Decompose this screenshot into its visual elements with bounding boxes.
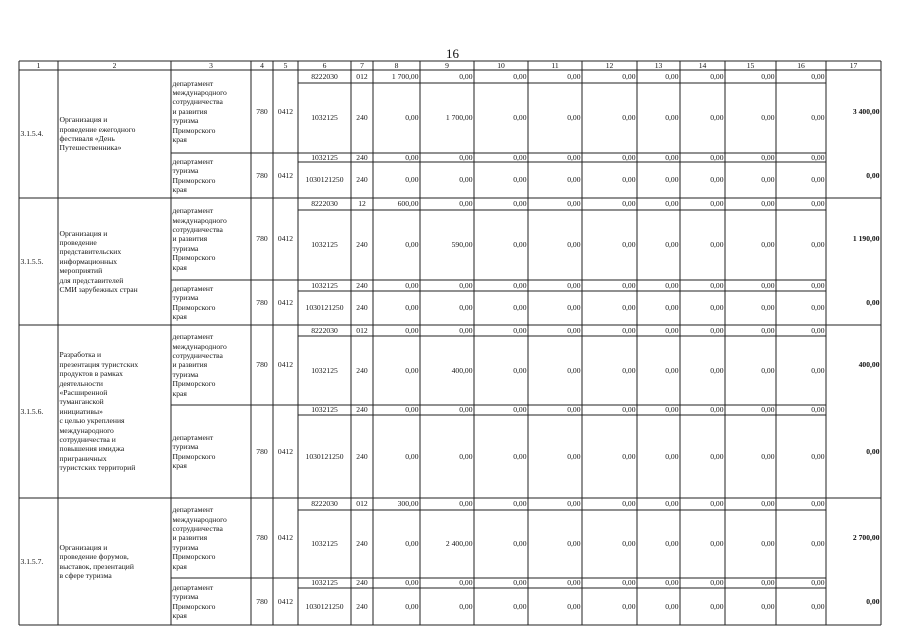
expense-type-code: 240: [356, 240, 368, 250]
amount-cell: 0,00: [761, 175, 775, 185]
amount-cell: 0,00: [665, 325, 679, 335]
amount-cell: 0,00: [710, 499, 724, 509]
amount-cell: 0,00: [405, 240, 419, 250]
section-code: 0412: [277, 596, 294, 606]
amount-cell: 0,00: [567, 199, 581, 209]
expense-type-code: 240: [356, 539, 368, 549]
amount-cell: 0,00: [710, 113, 724, 123]
amount-cell: 0,00: [405, 152, 419, 162]
amount-cell: 0,00: [567, 365, 581, 375]
amount-cell: 0,00: [459, 601, 473, 611]
amount-cell: 0,00: [811, 240, 825, 250]
amount-cell: 0,00: [459, 303, 473, 313]
amount-cell: 0,00: [665, 152, 679, 162]
amount-cell: 0,00: [710, 578, 724, 588]
expense-type-code: 240: [356, 303, 368, 313]
amount-cell: 0,00: [811, 152, 825, 162]
section-code: 0412: [277, 533, 294, 543]
amount-cell: 0,00: [567, 539, 581, 549]
amount-cell: 0,00: [459, 199, 473, 209]
amount-cell: 0,00: [665, 578, 679, 588]
amount-cell: 0,00: [665, 175, 679, 185]
amount-cell: 0,00: [761, 113, 775, 123]
expense-type-code: 240: [356, 451, 368, 461]
item-total-zero: 0,00: [866, 170, 880, 180]
amount-cell: 0,00: [761, 152, 775, 162]
amount-cell: 0,00: [622, 578, 636, 588]
amount-cell: 0,00: [405, 601, 419, 611]
item-total-zero: 0,00: [866, 596, 880, 606]
expense-type-code: 240: [356, 280, 368, 290]
amount-cell: 0,00: [567, 405, 581, 415]
amount-cell: 0,00: [567, 175, 581, 185]
amount-cell: 0,00: [405, 451, 419, 461]
column-number: 6: [322, 60, 327, 70]
column-number: 15: [746, 60, 755, 70]
amount-cell: 0,00: [710, 451, 724, 461]
column-number: 1: [36, 60, 41, 70]
amount-cell: 0,00: [622, 199, 636, 209]
amount-cell: 0,00: [665, 601, 679, 611]
ministry-code: 780: [256, 234, 268, 244]
amount-cell: 0,00: [811, 199, 825, 209]
item-name: Разработка и презентация туристских продуктов в рамках деятельности «Расширенной туманганской инициативы» с целью укрепления международного сотрудничества и повышения имиджа приграничных туристских территорий: [59, 350, 139, 473]
amount-cell: 0,00: [665, 280, 679, 290]
item-total: 2 700,00: [852, 533, 880, 543]
amount-cell: 1 700,00: [445, 113, 473, 123]
ministry-code: 780: [256, 106, 268, 116]
amount-cell: 0,00: [761, 365, 775, 375]
target-article-code: 1030121250: [305, 175, 344, 185]
column-number: 4: [260, 60, 264, 70]
amount-cell: 0,00: [567, 303, 581, 313]
amount-cell: 0,00: [405, 365, 419, 375]
expense-type-code: 240: [356, 175, 368, 185]
target-article-code: 1032125: [311, 113, 338, 123]
department-name: департамент туризма Приморского края: [172, 432, 216, 470]
amount-cell: 0,00: [710, 280, 724, 290]
amount-cell: 0,00: [622, 365, 636, 375]
amount-cell: 0,00: [761, 71, 775, 81]
column-number: 9: [445, 60, 449, 70]
amount-cell: 0,00: [710, 152, 724, 162]
amount-cell: 0,00: [513, 280, 527, 290]
amount-cell: 0,00: [811, 539, 825, 549]
page-number: 16: [446, 46, 459, 61]
item-code: 3.1.5.7.: [20, 556, 44, 566]
amount-cell: 0,00: [622, 601, 636, 611]
amount-cell: 0,00: [513, 303, 527, 313]
amount-cell: 0,00: [710, 601, 724, 611]
amount-cell: 0,00: [811, 325, 825, 335]
target-article-code: 8222030: [311, 199, 338, 209]
ministry-code: 780: [256, 596, 268, 606]
section-code: 0412: [277, 106, 294, 116]
department-name: департамент международного сотрудничества и развития туризма Приморского края: [172, 206, 227, 272]
item-name: Организация и проведение ежегодного фестиваля «День Путешественника»: [59, 115, 136, 153]
ministry-code: 780: [256, 446, 268, 456]
expense-type-code: 240: [356, 405, 368, 415]
target-article-code: 1032125: [311, 152, 338, 162]
amount-cell: 0,00: [811, 280, 825, 290]
amount-cell: 0,00: [513, 578, 527, 588]
amount-cell: 0,00: [622, 451, 636, 461]
amount-cell: 0,00: [811, 175, 825, 185]
target-article-code: 1030121250: [305, 601, 344, 611]
amount-cell: 0,00: [567, 240, 581, 250]
amount-cell: 0,00: [513, 601, 527, 611]
column-number: 13: [654, 60, 663, 70]
amount-cell: 590,00: [451, 240, 473, 250]
amount-cell: 0,00: [513, 499, 527, 509]
amount-cell: 0,00: [811, 303, 825, 313]
section-code: 0412: [277, 446, 294, 456]
amount-cell: 0,00: [665, 240, 679, 250]
expense-type-code: 012: [356, 499, 368, 509]
expense-type-code: 240: [356, 365, 368, 375]
amount-cell: 0,00: [811, 451, 825, 461]
amount-cell: 0,00: [710, 405, 724, 415]
department-name: департамент международного сотрудничества и развития туризма Приморского края: [172, 332, 227, 398]
amount-cell: 0,00: [710, 365, 724, 375]
amount-cell: 0,00: [761, 451, 775, 461]
amount-cell: 0,00: [665, 303, 679, 313]
amount-cell: 0,00: [459, 499, 473, 509]
expense-type-code: 240: [356, 578, 368, 588]
amount-cell: 0,00: [761, 325, 775, 335]
amount-cell: 0,00: [761, 280, 775, 290]
expense-type-code: 012: [356, 71, 368, 81]
amount-cell: 0,00: [622, 175, 636, 185]
amount-cell: 0,00: [405, 303, 419, 313]
amount-cell: 0,00: [710, 303, 724, 313]
expense-type-code: 240: [356, 601, 368, 611]
department-name: департамент туризма Приморского края: [172, 283, 216, 321]
amount-cell: 0,00: [513, 325, 527, 335]
amount-cell: 0,00: [513, 71, 527, 81]
target-article-code: 1032125: [311, 240, 338, 250]
amount-cell: 0,00: [459, 152, 473, 162]
column-number: 2: [112, 60, 117, 70]
amount-cell: 0,00: [459, 280, 473, 290]
amount-cell: 0,00: [622, 303, 636, 313]
amount-cell: 0,00: [459, 451, 473, 461]
amount-cell: 0,00: [665, 113, 679, 123]
amount-cell: 0,00: [811, 578, 825, 588]
ministry-code: 780: [256, 533, 268, 543]
section-code: 0412: [277, 170, 294, 180]
target-article-code: 1032125: [311, 405, 338, 415]
column-number: 17: [849, 60, 858, 70]
amount-cell: 0,00: [405, 280, 419, 290]
amount-cell: 0,00: [622, 152, 636, 162]
target-article-code: 1032125: [311, 280, 338, 290]
expense-type-code: 12: [358, 199, 366, 209]
target-article-code: 1030121250: [305, 303, 344, 313]
section-code: 0412: [277, 297, 294, 307]
amount-cell: 0,00: [622, 539, 636, 549]
column-number: 7: [360, 60, 364, 70]
amount-cell: 0,00: [622, 499, 636, 509]
amount-cell: 0,00: [459, 175, 473, 185]
amount-cell: 0,00: [405, 325, 419, 335]
department-name: департамент международного сотрудничества и развития туризма Приморского края: [172, 505, 227, 571]
amount-cell: 0,00: [405, 578, 419, 588]
column-number: 14: [698, 60, 707, 70]
amount-cell: 400,00: [451, 365, 473, 375]
target-article-code: 1032125: [311, 365, 338, 375]
amount-cell: 0,00: [710, 71, 724, 81]
amount-cell: 0,00: [567, 280, 581, 290]
amount-cell: 0,00: [665, 499, 679, 509]
amount-cell: 0,00: [665, 365, 679, 375]
target-article-code: 1030121250: [305, 451, 344, 461]
amount-cell: 0,00: [665, 199, 679, 209]
amount-cell: 0,00: [811, 365, 825, 375]
amount-cell: 2 400,00: [445, 539, 473, 549]
item-total: 400,00: [858, 360, 880, 370]
amount-cell: 0,00: [665, 451, 679, 461]
amount-cell: 0,00: [459, 578, 473, 588]
amount-cell: 0,00: [567, 71, 581, 81]
item-total: 3 400,00: [852, 106, 880, 116]
item-code: 3.1.5.4.: [20, 129, 44, 139]
amount-cell: 0,00: [622, 71, 636, 81]
amount-cell: 0,00: [459, 405, 473, 415]
ministry-code: 780: [256, 170, 268, 180]
column-number: 10: [497, 60, 505, 70]
amount-cell: 0,00: [761, 601, 775, 611]
target-article-code: 1032125: [311, 539, 338, 549]
ministry-code: 780: [256, 297, 268, 307]
amount-cell: 0,00: [513, 113, 527, 123]
amount-cell: 0,00: [513, 365, 527, 375]
amount-cell: 0,00: [811, 71, 825, 81]
amount-cell: 0,00: [567, 451, 581, 461]
amount-cell: 0,00: [761, 240, 775, 250]
amount-cell: 0,00: [405, 405, 419, 415]
item-total-zero: 0,00: [866, 297, 880, 307]
item-code: 3.1.5.5.: [20, 256, 44, 266]
amount-cell: 0,00: [513, 199, 527, 209]
item-name: Организация и проведение форумов, выставок, презентаций в сфере туризма: [59, 542, 134, 580]
amount-cell: 0,00: [622, 325, 636, 335]
amount-cell: 0,00: [811, 499, 825, 509]
amount-cell: 0,00: [513, 152, 527, 162]
amount-cell: 0,00: [665, 539, 679, 549]
item-total: 1 190,00: [852, 234, 880, 244]
column-number: 5: [283, 60, 288, 70]
amount-cell: 0,00: [811, 601, 825, 611]
amount-cell: 0,00: [710, 199, 724, 209]
department-name: департамент туризма Приморского края: [172, 156, 216, 194]
amount-cell: 0,00: [405, 539, 419, 549]
amount-cell: 0,00: [665, 405, 679, 415]
target-article-code: 8222030: [311, 499, 338, 509]
section-code: 0412: [277, 234, 294, 244]
amount-cell: 0,00: [567, 499, 581, 509]
item-code: 3.1.5.6.: [20, 406, 44, 416]
expense-type-code: 240: [356, 152, 368, 162]
amount-cell: 0,00: [567, 578, 581, 588]
amount-cell: 0,00: [405, 113, 419, 123]
amount-cell: 0,00: [761, 405, 775, 415]
amount-cell: 0,00: [567, 113, 581, 123]
amount-cell: 0,00: [513, 451, 527, 461]
amount-cell: 0,00: [513, 240, 527, 250]
amount-cell: 0,00: [622, 113, 636, 123]
item-name: Организация и проведение представительских информационных мероприятий для представителей СМИ зарубежных стран: [59, 228, 138, 295]
column-number: 8: [394, 60, 399, 70]
amount-cell: 0,00: [405, 175, 419, 185]
expense-type-code: 240: [356, 113, 368, 123]
amount-cell: 0,00: [761, 539, 775, 549]
amount-cell: 0,00: [710, 175, 724, 185]
amount-cell: 0,00: [665, 71, 679, 81]
amount-cell: 0,00: [622, 405, 636, 415]
column-number: 12: [605, 60, 614, 70]
expense-type-code: 012: [356, 325, 368, 335]
section-code: 0412: [277, 360, 294, 370]
amount-cell: 0,00: [761, 499, 775, 509]
amount-cell: 0,00: [761, 578, 775, 588]
target-article-code: 8222030: [311, 71, 338, 81]
target-article-code: 8222030: [311, 325, 338, 335]
item-total-zero: 0,00: [866, 446, 880, 456]
amount-cell: 300,00: [397, 499, 419, 509]
amount-cell: 0,00: [459, 71, 473, 81]
department-name: департамент международного сотрудничества и развития туризма Приморского края: [172, 78, 227, 145]
amount-cell: 0,00: [761, 303, 775, 313]
amount-cell: 0,00: [459, 325, 473, 335]
amount-cell: 0,00: [811, 113, 825, 123]
amount-cell: 1 700,00: [391, 71, 419, 81]
amount-cell: 600,00: [397, 199, 419, 209]
target-article-code: 1032125: [311, 578, 338, 588]
amount-cell: 0,00: [567, 152, 581, 162]
amount-cell: 0,00: [710, 325, 724, 335]
amount-cell: 0,00: [567, 601, 581, 611]
column-number: 3: [209, 60, 213, 70]
amount-cell: 0,00: [811, 405, 825, 415]
amount-cell: 0,00: [710, 240, 724, 250]
amount-cell: 0,00: [761, 199, 775, 209]
column-number: 16: [797, 60, 805, 70]
ministry-code: 780: [256, 360, 268, 370]
amount-cell: 0,00: [622, 280, 636, 290]
amount-cell: 0,00: [622, 240, 636, 250]
amount-cell: 0,00: [710, 539, 724, 549]
column-number: 11: [551, 60, 559, 70]
amount-cell: 0,00: [513, 405, 527, 415]
amount-cell: 0,00: [567, 325, 581, 335]
amount-cell: 0,00: [513, 539, 527, 549]
amount-cell: 0,00: [513, 175, 527, 185]
department-name: департамент туризма Приморского края: [172, 582, 216, 620]
